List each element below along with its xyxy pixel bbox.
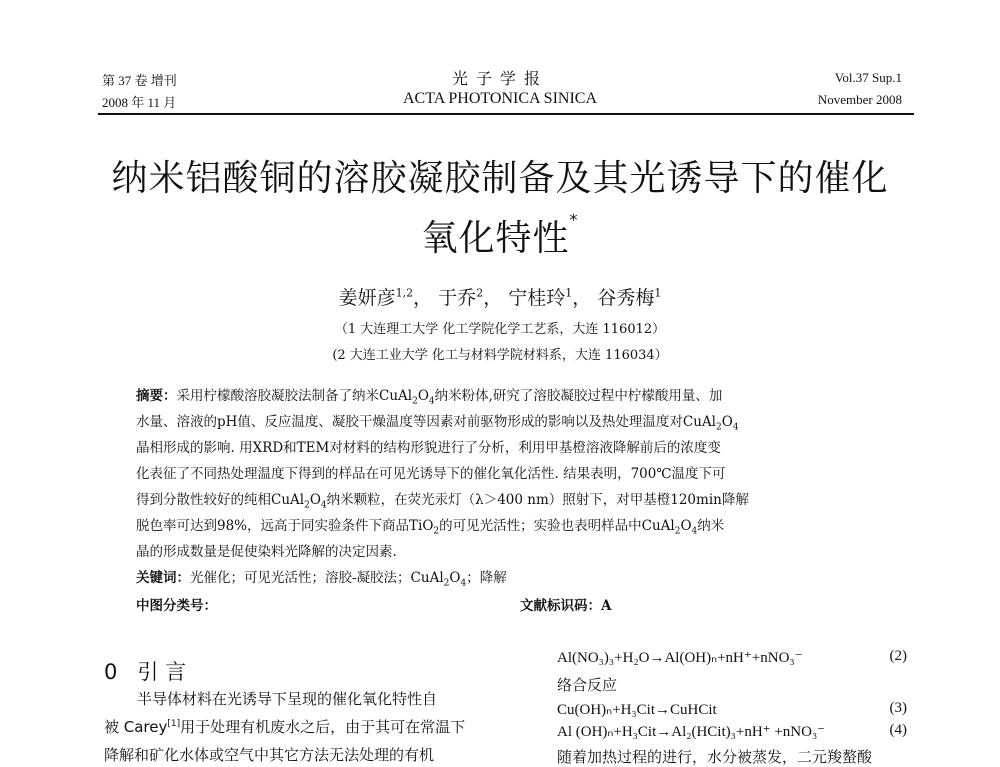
author: 宁桂玲$^1$， (508, 286, 592, 309)
keywords-label: 关键词： (136, 570, 190, 586)
abstract-label: 摘要： (136, 388, 177, 404)
body-line: 随着加热过程的进行，水分被蒸发，二元羧螯酸 (557, 748, 873, 766)
citation-ref: [1] (167, 719, 181, 729)
author: 姜妍彦$^{1,2}$， (338, 286, 433, 309)
section-heading: 0 引 言 (104, 660, 187, 684)
equation-number: (2) (889, 648, 907, 664)
author: 于乔$^2$， (438, 286, 503, 309)
authors (0, 283, 1000, 310)
equation-4: Al (OH)ₙ+H₃Cit→Al₂(HCit)₃+nH⁺ +nNO₃⁻ (4) (557, 722, 907, 740)
abstract-line: 水量、溶液的pH值、反应温度、凝胶干燥温度等因素对前驱物形成的影响以及热处理温度对$CuAl_2O_4$ (136, 414, 739, 433)
equation-3: Cu(OH)ₙ+H₃Cit→CuHCit (3) (557, 700, 907, 718)
paper-title-line2: 氧化特性* (421, 210, 579, 259)
journal-name-cn: 光子学报 (451, 69, 548, 88)
body-line: 半导体材料在光诱导下呈现的催化氧化特性自 (137, 690, 438, 708)
paper-title-line1: 纳米铝酸铜的溶胶凝胶制备及其光诱导下的催化 (111, 158, 889, 199)
abstract-line: 化表征了不同热处理温度下得到的样品在可见光诱导下的催化氧化活性. 结果表明，700℃温度下可 (136, 466, 726, 482)
journal-name-en: ACTA PHOTONICA SINICA (403, 90, 597, 107)
abstract-line: 晶的形成数量是促使染料光降解的决定因素. (136, 544, 397, 560)
header-rule (98, 113, 914, 115)
equation-number: (3) (889, 700, 907, 716)
author: 谷秀梅$^1$ (597, 286, 662, 309)
issue-date-cn: 2008 年 11 月 (102, 95, 177, 110)
document-code: 文献标识码：A (520, 598, 612, 614)
volume-info-en: Vol.37 Sup.1 (834, 70, 902, 85)
affiliation-2: (2 大连工业大学 化工与材料学院材料系，大连 116034） (332, 348, 668, 363)
body-line: 降解和矿化水体或空气中其它方法无法处理的有机 (104, 746, 435, 764)
equation-2: Al(NO₃)₃+H₂O→Al(OH)ₙ+nH⁺+nNO₃⁻ (2) (557, 648, 907, 666)
volume-info: 第 37 卷 增刊 (102, 73, 177, 88)
title-footnote-mark: * (569, 210, 579, 229)
complex-reaction-label: 络合反应 (557, 676, 618, 694)
equation-number: (4) (889, 722, 907, 738)
body-line: 被 Carey[1]用于处理有机废水之后，由于其可在常温下 (104, 718, 466, 736)
issue-date-en: November 2008 (817, 92, 902, 107)
abstract-line: 摘要：采用柠檬酸溶胶凝胶法制备了纳米$CuAl_2O_4$纳米粉体,研究了溶胶凝胶过程中柠檬酸用量、加 (136, 388, 723, 407)
abstract-line: 脱色率可达到98%，远高于同实验条件下商品TiO$_2$的可见光活性；实验也表明样品中$CuAl_2O_4$纳米 (136, 518, 725, 537)
affiliation-1: （1 大连理工大学 化工学院化学工艺系，大连 116012） (334, 322, 666, 337)
keywords: 关键词：光催化；可见光活性；溶胶-凝胶法；$CuAl_2O_4$；降解 (136, 570, 507, 589)
classification-label: 中图分类号： (136, 598, 217, 614)
abstract-line: 得到分散性较好的纯相$CuAl_2O_4$纳米颗粒，在荧光汞灯（λ＞400 nm）照射下，对甲基橙120min降解 (136, 492, 749, 511)
abstract-line: 晶相形成的影响. 用XRD和TEM对材料的结构形貌进行了分析，利用甲基橙溶液降解前后的浓度变 (136, 440, 721, 456)
